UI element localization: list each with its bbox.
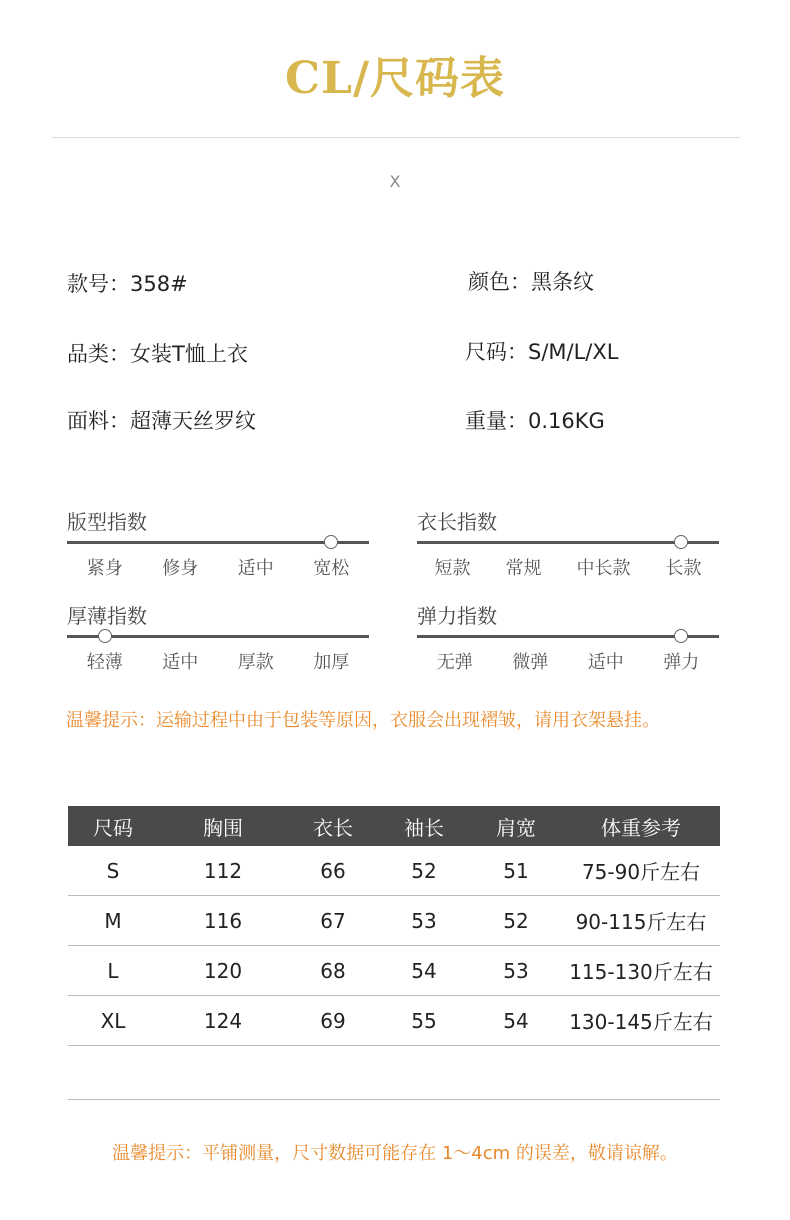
table-cell: 51 — [470, 846, 562, 896]
index-option: 紧身 — [86, 558, 123, 579]
index-option: 修身 — [162, 558, 199, 579]
table-header-row — [68, 806, 720, 846]
table-row — [68, 846, 720, 896]
header-weight-ref: 体重参考 — [562, 806, 720, 846]
table-row — [68, 946, 720, 996]
page-title: CL/尺码表 — [284, 53, 506, 104]
table-cell: 54 — [470, 996, 562, 1046]
index-length — [417, 506, 721, 579]
header-size: 尺码 — [68, 806, 158, 846]
index-option: 中长款 — [576, 558, 631, 579]
top-divider — [52, 137, 740, 138]
info-fabric: 面料：超薄天丝罗纹 — [67, 409, 256, 433]
table-row — [68, 996, 720, 1046]
header-shoulder: 肩宽 — [470, 806, 562, 846]
index-option: 厚款 — [237, 652, 274, 673]
table-cell: 69 — [288, 996, 378, 1046]
index-option: 长款 — [665, 558, 702, 579]
index-knob — [324, 535, 338, 549]
table-cell: 90-115斤左右 — [562, 896, 720, 946]
index-knob — [98, 629, 112, 643]
table-cell: 75-90斤左右 — [562, 846, 720, 896]
index-option: 无弹 — [436, 652, 473, 673]
bottom-divider — [68, 1099, 720, 1100]
info-category: 品类：女装T恤上衣 — [67, 342, 248, 366]
table-cell: M — [68, 896, 158, 946]
index-option: 适中 — [587, 652, 624, 673]
table-cell: 53 — [470, 946, 562, 996]
index-option: 加厚 — [313, 652, 350, 673]
table-cell: L — [68, 946, 158, 996]
table-cell: 52 — [378, 846, 470, 896]
tip-top: 温馨提示：运输过程中由于包装等原因，衣服会出现褶皱，请用衣架悬挂。 — [66, 710, 660, 731]
index-thickness — [67, 600, 371, 673]
index-option: 适中 — [162, 652, 199, 673]
table-cell: 52 — [470, 896, 562, 946]
table-cell: 68 — [288, 946, 378, 996]
index-track — [67, 635, 369, 638]
index-label: 版型指数 — [67, 510, 147, 534]
header-sleeve: 袖长 — [378, 806, 470, 846]
table-cell: 112 — [158, 846, 288, 896]
header-length: 衣长 — [288, 806, 378, 846]
info-weight: 重量：0.16KG — [465, 409, 605, 433]
table-cell: 115-130斤左右 — [562, 946, 720, 996]
index-option: 宽松 — [313, 558, 350, 579]
table-cell: S — [68, 846, 158, 896]
info-size: 尺码：S/M/L/XL — [465, 340, 619, 364]
index-option: 适中 — [237, 558, 274, 579]
table-cell: 67 — [288, 896, 378, 946]
table-cell: 130-145斤左右 — [562, 996, 720, 1046]
index-option: 微弹 — [512, 652, 549, 673]
table-cell: 124 — [158, 996, 288, 1046]
index-knob — [674, 629, 688, 643]
header-chest: 胸围 — [158, 806, 288, 846]
info-style-no: 款号：358# — [67, 272, 188, 296]
table-cell: 120 — [158, 946, 288, 996]
index-fit — [67, 506, 371, 579]
table-cell: 54 — [378, 946, 470, 996]
index-option: 短款 — [434, 558, 471, 579]
size-table — [68, 806, 720, 1046]
table-row — [68, 896, 720, 946]
table-cell: 55 — [378, 996, 470, 1046]
table-cell: 53 — [378, 896, 470, 946]
index-label: 衣长指数 — [417, 510, 497, 534]
index-elasticity — [417, 600, 721, 673]
table-cell: 66 — [288, 846, 378, 896]
tip-bottom: 温馨提示：平铺测量，尺寸数据可能存在 1～4cm 的误差，敬请谅解。 — [112, 1143, 678, 1164]
index-option: 常规 — [505, 558, 542, 579]
table-cell: XL — [68, 996, 158, 1046]
index-option: 轻薄 — [86, 652, 123, 673]
index-label: 厚薄指数 — [67, 604, 147, 628]
divider-mark: X — [389, 172, 401, 191]
table-cell: 116 — [158, 896, 288, 946]
index-option: 弹力 — [663, 652, 700, 673]
info-color: 颜色：黑条纹 — [468, 270, 594, 294]
index-knob — [674, 535, 688, 549]
index-label: 弹力指数 — [417, 604, 497, 628]
